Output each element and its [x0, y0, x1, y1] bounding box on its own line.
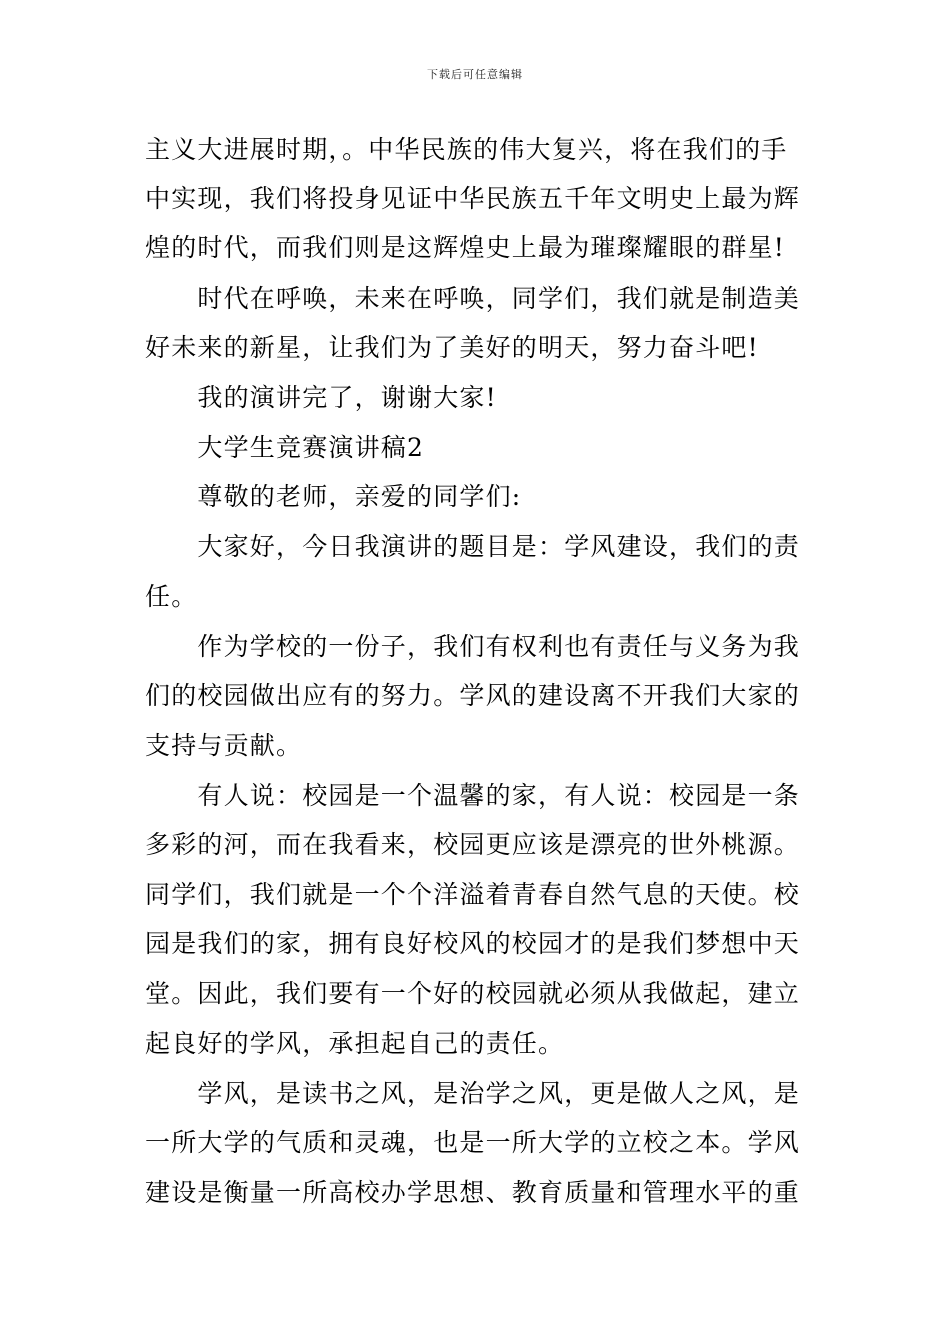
text-line: 有人说：校园是一个温馨的家，有人说：校园是一条	[145, 781, 801, 810]
section-title: 大学生竞赛演讲稿2	[145, 433, 425, 462]
text-line: 时代在呼唤，未来在呼唤，同学们，我们就是制造美	[145, 284, 801, 313]
text-line: 一所大学的气质和灵魂，也是一所大学的立校之本。学风	[145, 1128, 801, 1157]
text-line: 中实现，我们将投身见证中华民族五千年文明史上最为辉	[145, 184, 801, 213]
text-line: 我的演讲完了，谢谢大家!	[145, 383, 497, 412]
text-line: 任。	[145, 582, 198, 611]
text-line: 煌的时代，而我们则是这辉煌史上最为璀璨耀眼的群星!	[145, 233, 786, 262]
text-line: 大家好，今日我演讲的题目是：学风建设，我们的责	[145, 532, 801, 561]
text-line: 建设是衡量一所高校办学思想、教育质量和管理水平的重	[145, 1178, 801, 1207]
text-line: 支持与贡献。	[145, 731, 303, 760]
text-line: 作为学校的一份子，我们有权利也有责任与义务为我	[145, 632, 801, 661]
header-note: 下载后可任意编辑	[427, 68, 523, 81]
text-line: 学风，是读书之风，是治学之风，更是做人之风，是	[145, 1079, 801, 1108]
text-line: 起良好的学风，承担起自己的责任。	[145, 1029, 565, 1058]
text-line: 们的校园做出应有的努力。学风的建设离不开我们大家的	[145, 681, 801, 710]
text-line: 主义大进展时期，。中华民族的伟大复兴，将在我们的手	[145, 135, 788, 164]
text-line: 堂。因此，我们要有一个好的校园就必须从我做起，建立	[145, 979, 801, 1008]
text-line: 多彩的河，而在我看来，校园更应该是漂亮的世外桃源。	[145, 830, 801, 859]
salutation: 尊敬的老师，亲爱的同学们:	[145, 482, 522, 511]
text-line: 园是我们的家，拥有良好校风的校园才的是我们梦想中天	[145, 929, 801, 958]
text-line: 好未来的新星，让我们为了美好的明天，努力奋斗吧!	[145, 333, 759, 362]
text-line: 同学们，我们就是一个个洋溢着青春自然气息的天使。校	[145, 880, 801, 909]
